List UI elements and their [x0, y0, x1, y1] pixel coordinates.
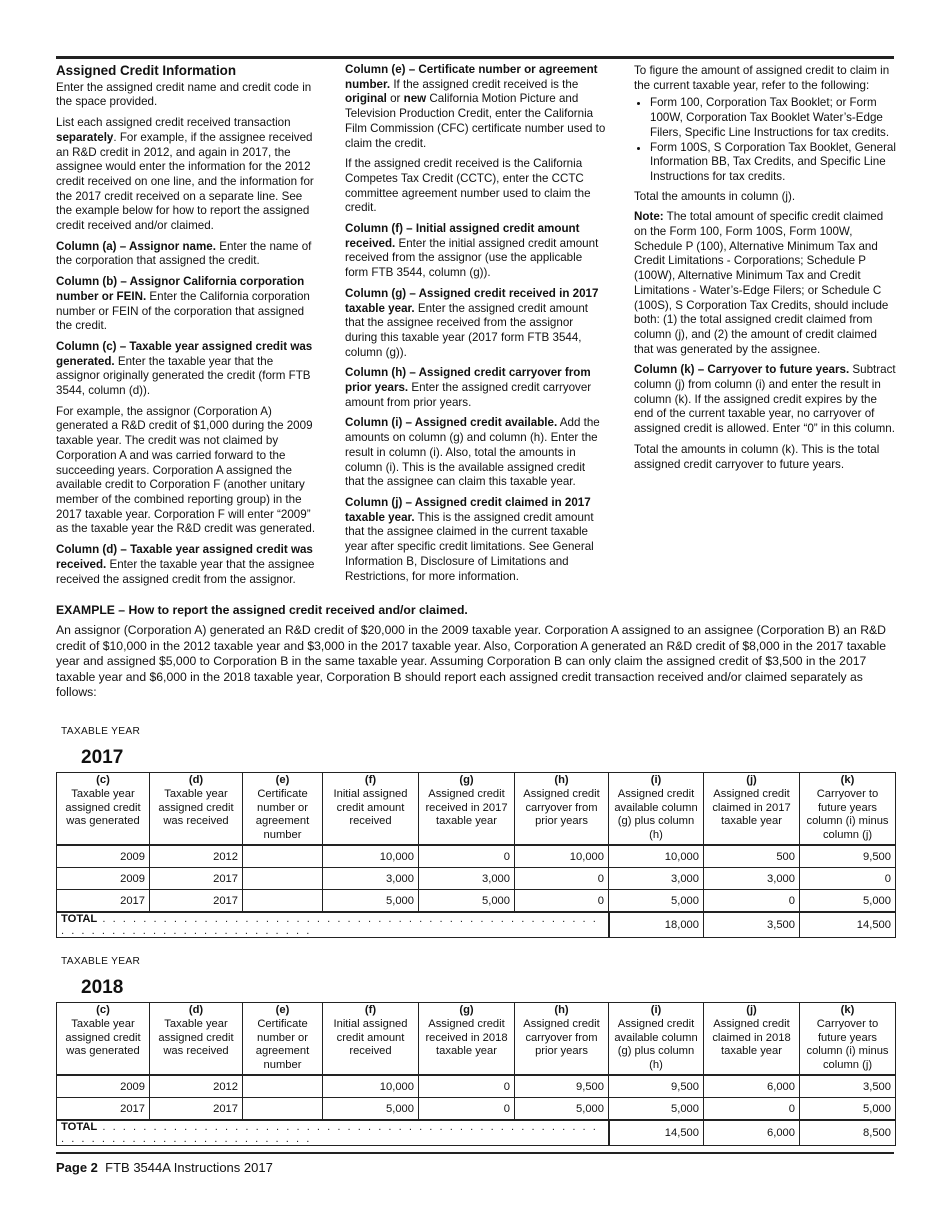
table-cell — [243, 890, 323, 913]
column-header: (j) Assigned credit claimed in 2017 taxable year — [704, 773, 800, 846]
table-cell: 5,000 — [323, 890, 419, 913]
table-cell — [243, 845, 323, 868]
assigned-credit-table-2017 — [56, 772, 896, 938]
table-cell: 0 — [419, 845, 515, 868]
example-body: An assignor (Corporation A) generated an R&D credit of $20,000 in the 2009 taxable year. Corporation A assigned to an assignee (Corporation B) an R&D credit of $10,000 in the 2012 taxable year and $3,000 in the 2017 taxable year. Also, Corporation A generated an R&D credit of $8,000 in the 2017 taxable year and assigned $5,000 to Corporation B in the same taxable year. Assuming Corporation B can only claim the assigned credit of $3,500 in the 2017 taxable year and $6,000 in the 2018 taxable year, Corporation B should report each assigned credit transaction received and/or claimed separately as follows: — [56, 623, 887, 700]
total-cell: 8,500 — [800, 1120, 896, 1146]
column-header: (e) Certificate number or agreement number — [243, 1003, 323, 1076]
column-e-instruction: Column (e) – Certificate number or agreement number. If the assigned credit received is the original or new California Motion Picture and Television Production Credit, enter the California Film Commission (CFC) certificate number used to claim the credit. — [345, 63, 606, 150]
column-header: (g) Assigned credit received in 2017 taxable year — [419, 773, 515, 846]
taxable-year-label: TAXABLE YEAR — [61, 956, 141, 967]
table-row — [57, 845, 896, 868]
table-cell: 2017 — [57, 1098, 150, 1121]
paragraph: Enter the assigned credit name and credit code in the space provided. — [56, 80, 312, 109]
section-heading: Assigned Credit Information — [56, 63, 237, 78]
column-f-instruction: Column (f) – Initial assigned credit amount received. Enter the initial assigned credit amount received from the assignor (use the applicable form FTB 3544, column (g)). — [345, 222, 599, 280]
table-row — [57, 890, 896, 913]
column-h-instruction: Column (h) – Assigned credit carryover from prior years. Enter the assigned credit carryover amount from prior years. — [345, 366, 592, 409]
total-cell: 14,500 — [800, 912, 896, 938]
column-header: (h) Assigned credit carryover from prior years — [515, 1003, 609, 1076]
table-cell: 3,000 — [419, 868, 515, 890]
column-j-instruction: Column (j) – Assigned credit claimed in 2017 taxable year. This is the assigned credit amount that the assignee claimed in the current taxable year after specific credit limitations. See General Information B, Disclosure of Limitations and Restrictions, for more information. — [345, 495, 594, 583]
taxable-year-label: TAXABLE YEAR — [61, 726, 141, 737]
table-cell: 3,000 — [323, 868, 419, 890]
table-cell: 10,000 — [323, 845, 419, 868]
table-cell: 2009 — [57, 868, 150, 890]
taxable-year-2018: 2018 — [81, 977, 124, 998]
table-cell: 5,000 — [800, 890, 896, 913]
table-cell: 9,500 — [609, 1075, 704, 1098]
total-row — [57, 912, 896, 938]
table-cell: 5,000 — [609, 1098, 704, 1121]
table-row — [57, 1098, 896, 1121]
table-cell — [243, 1075, 323, 1098]
instructions-column-1 — [56, 64, 318, 593]
total-label: TOTAL . . . . . . . . . . . . . . . . . . . . . . . . . . . . . . . . . . . . . . . . . . . . . . . . . . . . . . . . . . . . . . . . . . . . . . . . . . — [57, 1120, 609, 1146]
column-k-instruction: Column (k) – Carryover to future years. Subtract column (j) from column (i) and enter the result in column (k). If the assigned credit expires by the end of the current taxable year, no carryover of assigned credit is allowed. Enter “0” in this column. — [634, 363, 896, 436]
header-row — [57, 1003, 896, 1076]
total-label: TOTAL . . . . . . . . . . . . . . . . . . . . . . . . . . . . . . . . . . . . . . . . . . . . . . . . . . . . . . . . . . . . . . . . . . . . . . . . . . — [57, 912, 609, 938]
column-header: (d) Taxable year assigned credit was received — [150, 773, 243, 846]
header-row — [57, 773, 896, 846]
column-header: (d) Taxable year assigned credit was received — [150, 1003, 243, 1076]
table-cell: 5,000 — [515, 1098, 609, 1121]
column-header: (g) Assigned credit received in 2018 taxable year — [419, 1003, 515, 1076]
column-g-instruction: Column (g) – Assigned credit received in 2017 taxable year. Enter the assigned credit amount that the assignee received from the assignor during this taxable year (2017 form FTB 3544, column (g)). — [345, 286, 599, 359]
table-row — [57, 1075, 896, 1098]
table-cell: 2009 — [57, 845, 150, 868]
total-cell: 18,000 — [609, 912, 704, 938]
table-cell: 9,500 — [515, 1075, 609, 1098]
table-cell: 9,500 — [800, 845, 896, 868]
assigned-credit-table-2018 — [56, 1002, 896, 1146]
total-row — [57, 1120, 896, 1146]
table-cell: 2017 — [150, 868, 243, 890]
list-item: • Form 100, Corporation Tax Booklet; or Form 100W, Corporation Tax Booklet Water’s-Edge Filers, Specific Line Instructions for tax credits. — [650, 96, 896, 140]
column-header: (i) Assigned credit available column (g) plus column (h) — [609, 1003, 704, 1076]
table-cell — [243, 1098, 323, 1121]
reference-list — [634, 96, 896, 184]
table-cell: 0 — [704, 1098, 800, 1121]
table-cell: 5,000 — [800, 1098, 896, 1121]
table-cell: 2012 — [150, 845, 243, 868]
total-cell: 3,500 — [704, 912, 800, 938]
table-cell: 2017 — [57, 890, 150, 913]
table-cell: 3,000 — [704, 868, 800, 890]
column-b-instruction: Column (b) – Assignor California corporation number or FEIN. Enter the California corporation number or FEIN of the corporation that assigned the credit. — [56, 275, 310, 333]
total-cell: 14,500 — [609, 1120, 704, 1146]
table-cell: 2009 — [57, 1075, 150, 1098]
column-c-instruction: Column (c) – Taxable year assigned credit was generated. Enter the taxable year that the assignor originally generated the credit (form FTB 3544, column (d)). — [56, 339, 313, 398]
table-cell: 10,000 — [609, 845, 704, 868]
bottom-rule — [56, 1152, 894, 1154]
table-cell: 0 — [419, 1098, 515, 1121]
table-cell: 0 — [515, 890, 609, 913]
top-rule — [56, 56, 894, 59]
paragraph: For example, the assignor (Corporation A) generated a R&D credit of $1,000 during the 2009 taxable year. The credit was not claimed by Corporation A and was carried forward to the succeeding years. Corporation A assigned the available credit to Corporation F (another unitary member of the combined reporting group) in the 2017 taxable year. Corporation F will enter “2009” as the taxable year the R&D credit was generated. — [56, 404, 316, 536]
list-item: • Form 100S, S Corporation Tax Booklet, General Information BB, Tax Credits, and Specific Line Instructions for tax credits. — [650, 141, 896, 185]
paragraph: Total the amounts in column (j). — [634, 189, 796, 203]
paragraph: Total the amounts in column (k). This is the total assigned credit carryover to future years. — [634, 442, 880, 471]
table-cell: 0 — [800, 868, 896, 890]
table-cell: 6,000 — [704, 1075, 800, 1098]
table-cell — [243, 868, 323, 890]
table-cell: 2017 — [150, 890, 243, 913]
form-title: FTB 3544A Instructions 2017 — [105, 1160, 273, 1175]
table-cell: 5,000 — [609, 890, 704, 913]
table-cell: 10,000 — [515, 845, 609, 868]
page-number: Page 2 — [56, 1160, 98, 1175]
table-cell: 3,000 — [609, 868, 704, 890]
column-header: (k) Carryover to future years column (i) minus column (j) — [800, 1003, 896, 1076]
table-cell: 2012 — [150, 1075, 243, 1098]
instructions-column-3 — [634, 64, 896, 478]
column-d-instruction: Column (d) – Taxable year assigned credit was received. Enter the taxable year that the assignee received the assigned credit from the assignor. — [56, 543, 315, 586]
table-cell: 0 — [419, 1075, 515, 1098]
table-cell: 0 — [704, 890, 800, 913]
table-cell: 10,000 — [323, 1075, 419, 1098]
table-cell: 0 — [515, 868, 609, 890]
table-cell: 3,500 — [800, 1075, 896, 1098]
note: Note: The total amount of specific credit claimed on the Form 100, Form 100S, Form 100W, Schedule P (100), Alternative Minimum Tax and Credit Limitations - Corporations; Schedule P (100W), Alternative Minimum Tax and Credit Limitations - Water’s-Edge Filers; or Schedule C (100S), S Corporation Tax Credits, should include both: (1) the total assigned credit claimed from column (j), and (2) the amount of credit claimed that was generated by the assignee. — [634, 210, 889, 356]
example-title: EXAMPLE – How to report the assigned credit received and/or claimed. — [56, 603, 468, 617]
column-a-instruction: Column (a) – Assignor name. Enter the name of the corporation that assigned the credit. — [56, 239, 312, 268]
taxable-year-2017: 2017 — [81, 747, 124, 768]
table-cell: 5,000 — [419, 890, 515, 913]
column-header: (i) Assigned credit available column (g) plus column (h) — [609, 773, 704, 846]
paragraph: If the assigned credit received is the California Competes Tax Credit (CCTC), enter the CCTC committee agreement number used to claim the credit. — [345, 157, 591, 215]
column-i-instruction: Column (i) – Assigned credit available. Add the amounts on column (g) and column (h). Enter the result in column (i). Also, total the amounts in column (i). This is the available assigned credit that the assignee can claim this taxable year. — [345, 416, 600, 489]
column-header: (c) Taxable year assigned credit was generated — [57, 1003, 150, 1076]
column-header: (e) Certificate number or agreement number — [243, 773, 323, 846]
column-header: (h) Assigned credit carryover from prior years — [515, 773, 609, 846]
paragraph: List each assigned credit received transaction separately. For example, if the assignee received an R&D credit in 2012, and again in 2017, the assignee would enter the information for the 2012 credit received on one line, and the information for the 2017 credit received on a separate line. See the example below for how to report the assigned credit received and/or claimed. — [56, 116, 314, 233]
total-cell: 6,000 — [704, 1120, 800, 1146]
table-cell: 5,000 — [323, 1098, 419, 1121]
instructions-column-2 — [345, 63, 607, 590]
table-cell: 500 — [704, 845, 800, 868]
column-header: (j) Assigned credit claimed in 2018 taxable year — [704, 1003, 800, 1076]
column-header: (k) Carryover to future years column (i) minus column (j) — [800, 773, 896, 846]
table-row — [57, 868, 896, 890]
paragraph: To figure the amount of assigned credit to claim in the current taxable year, refer to the following: — [634, 64, 890, 92]
column-header: (f) Initial assigned credit amount received — [323, 1003, 419, 1076]
column-header: (f) Initial assigned credit amount received — [323, 773, 419, 846]
column-header: (c) Taxable year assigned credit was generated — [57, 773, 150, 846]
table-cell: 2017 — [150, 1098, 243, 1121]
page-footer — [56, 1160, 273, 1175]
